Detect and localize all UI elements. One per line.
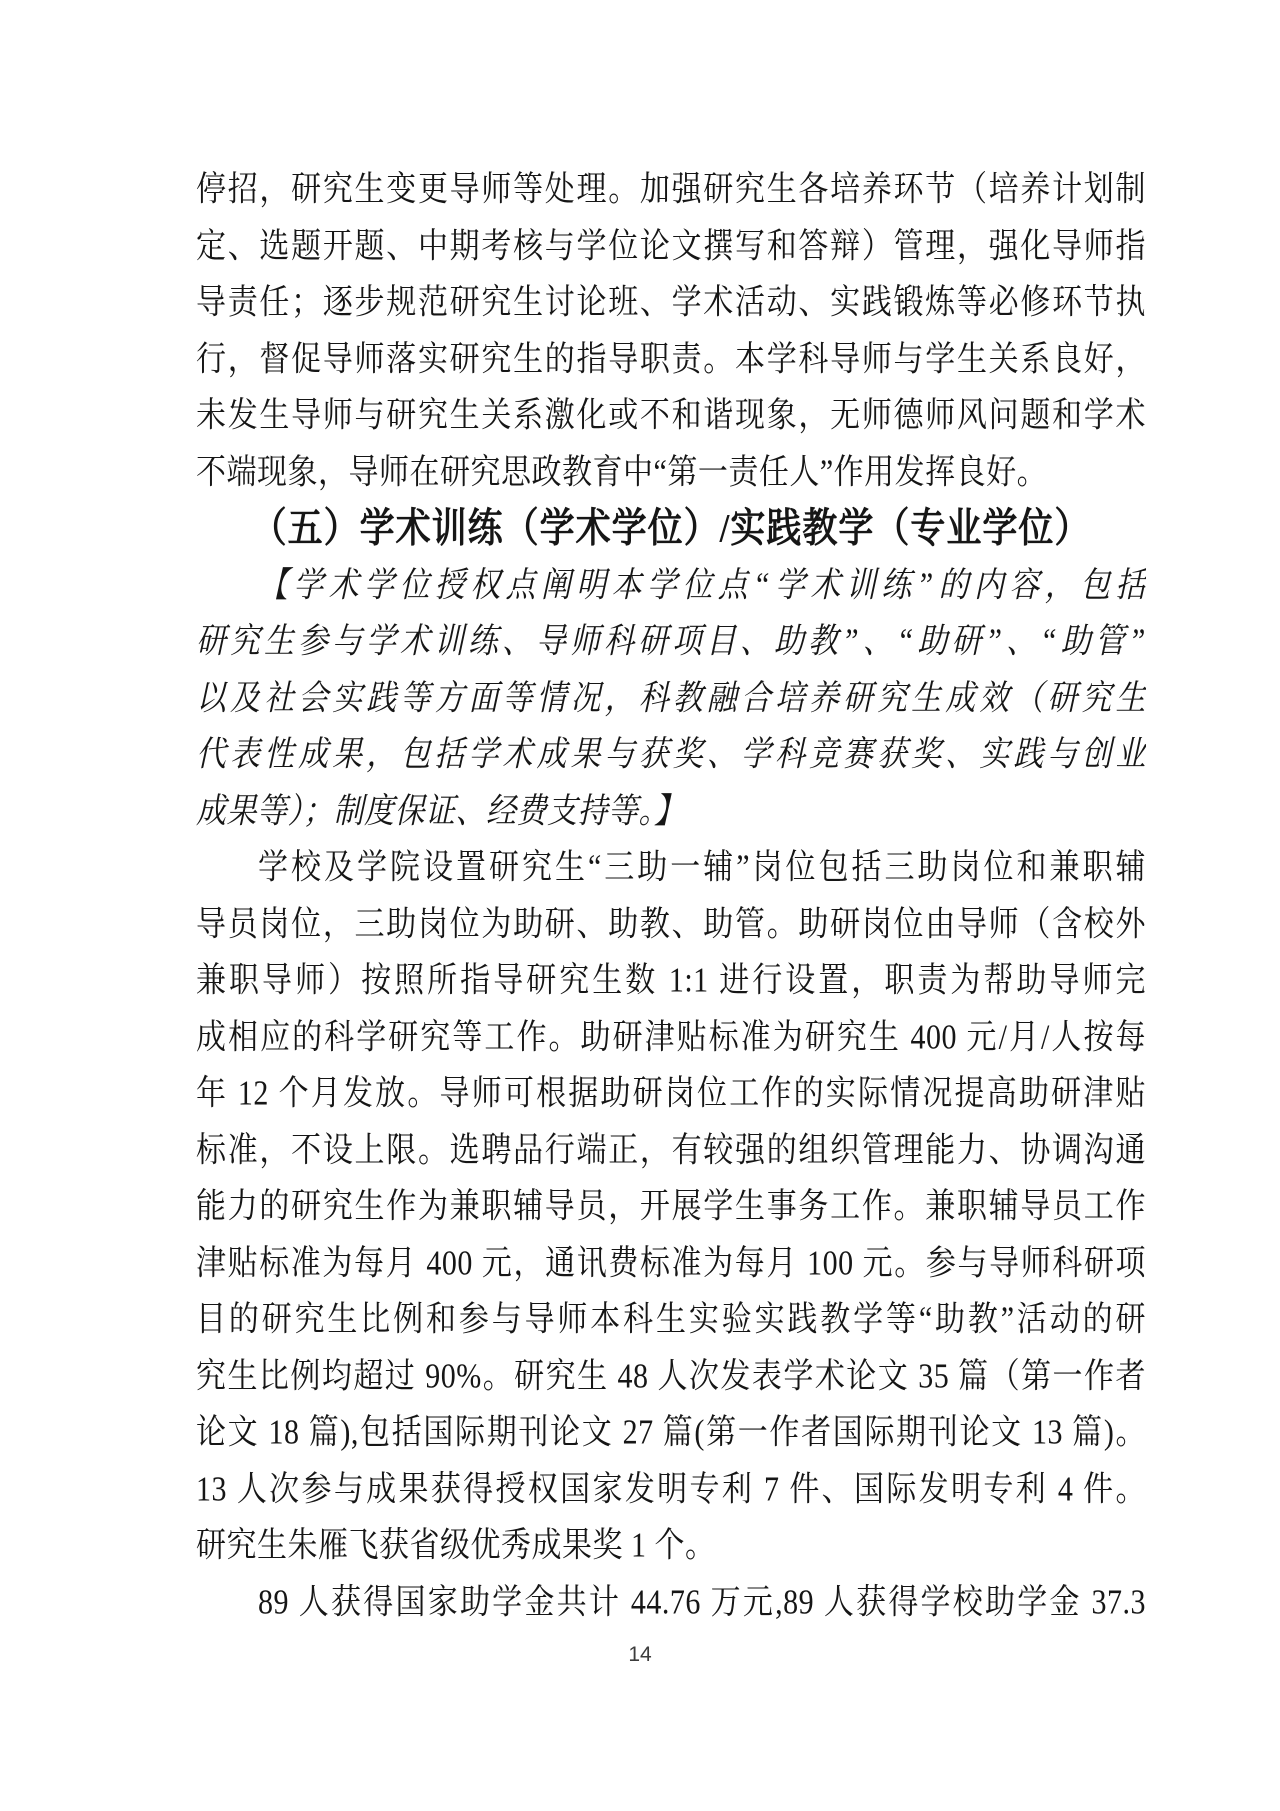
text-line: 导员岗位，三助岗位为助研、助教、助管。助研岗位由导师（含校外 [196, 904, 1146, 944]
text-line: 学校及学院设置研究生“三助一辅”岗位包括三助岗位和兼职辅 [258, 848, 1146, 887]
bracket-note-line: 研究生参与学术训练、导师科研项目、助教”、“助研”、“助管” [196, 622, 1146, 661]
text-line: 年 12 个月发放。导师可根据助研岗位工作的实际情况提高助研津贴 [196, 1074, 1146, 1113]
text-line: 兼职导师）按照所指导研究生数 1:1 进行设置，职责为帮助导师完 [196, 961, 1146, 1000]
text-line: 研究生朱雁飞获省级优秀成果奖 1 个。 [196, 1526, 716, 1565]
text-line: 目的研究生比例和参与导师本科生实验实践教学等“助教”活动的研 [196, 1300, 1146, 1339]
bracket-note-line: 【学术学位授权点阐明本学位点“学术训练”的内容，包括 [258, 565, 1146, 605]
text-line: 究生比例均超过 90%。研究生 48 人次发表学术论文 35 篇（第一作者 [196, 1356, 1146, 1396]
text-line: 定、选题开题、中期考核与学位论文撰写和答辩）管理，强化导师指 [196, 226, 1146, 266]
text-line: 未发生导师与研究生关系激化或不和谐现象，无师德师风问题和学术 [196, 396, 1146, 435]
text-line: 能力的研究生作为兼职辅导员，开展学生事务工作。兼职辅导员工作 [196, 1187, 1146, 1226]
section-heading: （五）学术训练（学术学位）/实践教学（专业学位） [251, 505, 1091, 551]
text-line: 不端现象，导师在研究思政教育中“第一责任人”作用发挥良好。 [196, 452, 1048, 492]
text-line: 导责任；逐步规范研究生讨论班、学术活动、实践锻炼等必修环节执 [196, 283, 1146, 322]
text-line: 13 人次参与成果获得授权国家发明专利 7 件、国际发明专利 4 件。 [196, 1469, 1146, 1509]
text-line: 成相应的科学研究等工作。助研津贴标准为研究生 400 元/月/人按每 [196, 1017, 1146, 1057]
text-line: 标准，不设上限。选聘品行端正，有较强的组织管理能力、协调沟通 [196, 1130, 1146, 1170]
page-number: 14 [628, 1643, 652, 1666]
bracket-note-line: 成果等）；制度保证、经费支持等。】 [196, 791, 685, 831]
text-line: 停招，研究生变更导师等处理。加强研究生各培养环节（培养计划制 [196, 170, 1146, 209]
text-line: 津贴标准为每月 400 元，通讯费标准为每月 100 元。参与导师科研项 [196, 1243, 1146, 1283]
text-line: 89 人获得国家助学金共计 44.76 万元,89 人获得学校助学金 37.3 [258, 1582, 1146, 1622]
text-line: 行，督促导师落实研究生的指导职责。本学科导师与学生关系良好， [196, 339, 1146, 379]
text-line: 论文 18 篇),包括国际期刊论文 27 篇(第一作者国际期刊论文 13 篇)。 [196, 1413, 1146, 1452]
bracket-note-line: 以及社会实践等方面等情况，科教融合培养研究生成效（研究生 [196, 678, 1146, 718]
bracket-note-line: 代表性成果，包括学术成果与获奖、学科竞赛获奖、实践与创业 [196, 735, 1146, 774]
text-block [196, 162, 1146, 1631]
